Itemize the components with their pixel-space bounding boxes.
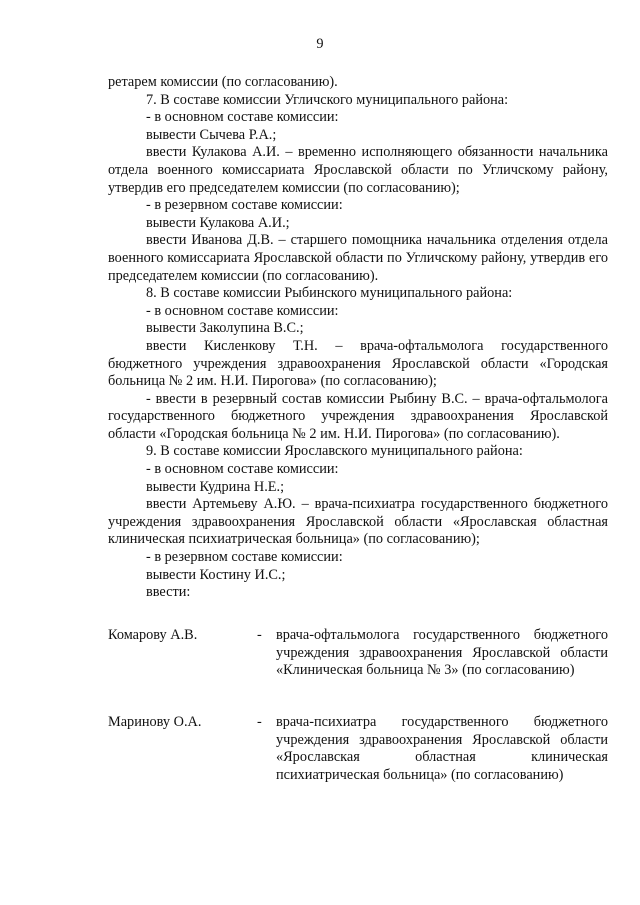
paragraph: - в основном составе комиссии: <box>146 302 339 319</box>
member-row <box>108 714 608 794</box>
member-dash: - <box>257 714 262 730</box>
paragraph: вывести Кулакова А.И.; <box>146 214 290 231</box>
paragraph: 9. В составе комиссии Ярославского муниципального района: <box>146 443 523 460</box>
member-row <box>108 627 608 707</box>
paragraph: вывести Заколупина В.С.; <box>146 320 304 337</box>
body-text <box>108 74 608 602</box>
paragraph: 7. В составе комиссии Угличского муниципального района: <box>146 91 509 108</box>
paragraph: - в резервном составе комиссии: <box>146 549 343 566</box>
paragraph: ввести Артемьеву А.Ю. – врача-психиатра государственного бюджетного учреждения здравоохранения Ярославской области «Ярославская областная клиническая психиатрическая больница» (по согласованию); <box>108 496 608 548</box>
paragraph: - ввести в резервный состав комиссии Рыбину В.С. – врача-офтальмолога государственного бюджетного учреждения здравоохранения Ярославской области «Городская больница № 2 им. Н.И. Пирогова» (по согласованию). <box>108 390 608 442</box>
paragraph: - в основном составе комиссии: <box>146 461 339 478</box>
paragraph: ввести Кулакова А.И. – временно исполняющего обязанности начальника отдела военного комиссариата Ярославской области по Угличскому району, утвердив его председателем комиссии (по согласованию); <box>108 144 608 196</box>
paragraph: ввести: <box>146 584 191 601</box>
paragraph: ввести Иванова Д.В. – старшего помощника начальника отделения отдела военного комиссариата Ярославской области по Угличскому району, утвердив его председателем комиссии (по согласованию). <box>108 232 608 284</box>
paragraph: - в резервном составе комиссии: <box>146 197 343 214</box>
member-description: врача-офтальмолога государственного бюджетного учреждения здравоохранения Ярославской области «Клиническая больница № 3» (по согласованию) <box>276 627 608 679</box>
member-name: Маринову О.А. <box>108 714 202 730</box>
member-dash: - <box>257 627 262 643</box>
page-number: 9 <box>316 36 324 52</box>
paragraph: ретарем комиссии (по согласованию). <box>108 74 338 90</box>
member-name: Комарову А.В. <box>108 627 198 643</box>
paragraph: 8. В составе комиссии Рыбинского муниципального района: <box>146 285 513 302</box>
paragraph: вывести Сычева Р.А.; <box>146 126 277 143</box>
paragraph: вывести Кудрина Н.Е.; <box>146 478 285 495</box>
paragraph: - в основном составе комиссии: <box>146 109 339 126</box>
paragraph: ввести Кисленкову Т.Н. – врача-офтальмолога государственного бюджетного учреждения здравоохранения Ярославской области «Городская больница № 2 им. Н.И. Пирогова» (по согласованию); <box>108 337 608 390</box>
paragraph: вывести Костину И.С.; <box>146 566 286 583</box>
member-description: врача-психиатра государственного бюджетного учреждения здравоохранения Ярославской области «Ярославская областная клиническая психиатрическая больница» (по согласованию) <box>276 714 608 783</box>
